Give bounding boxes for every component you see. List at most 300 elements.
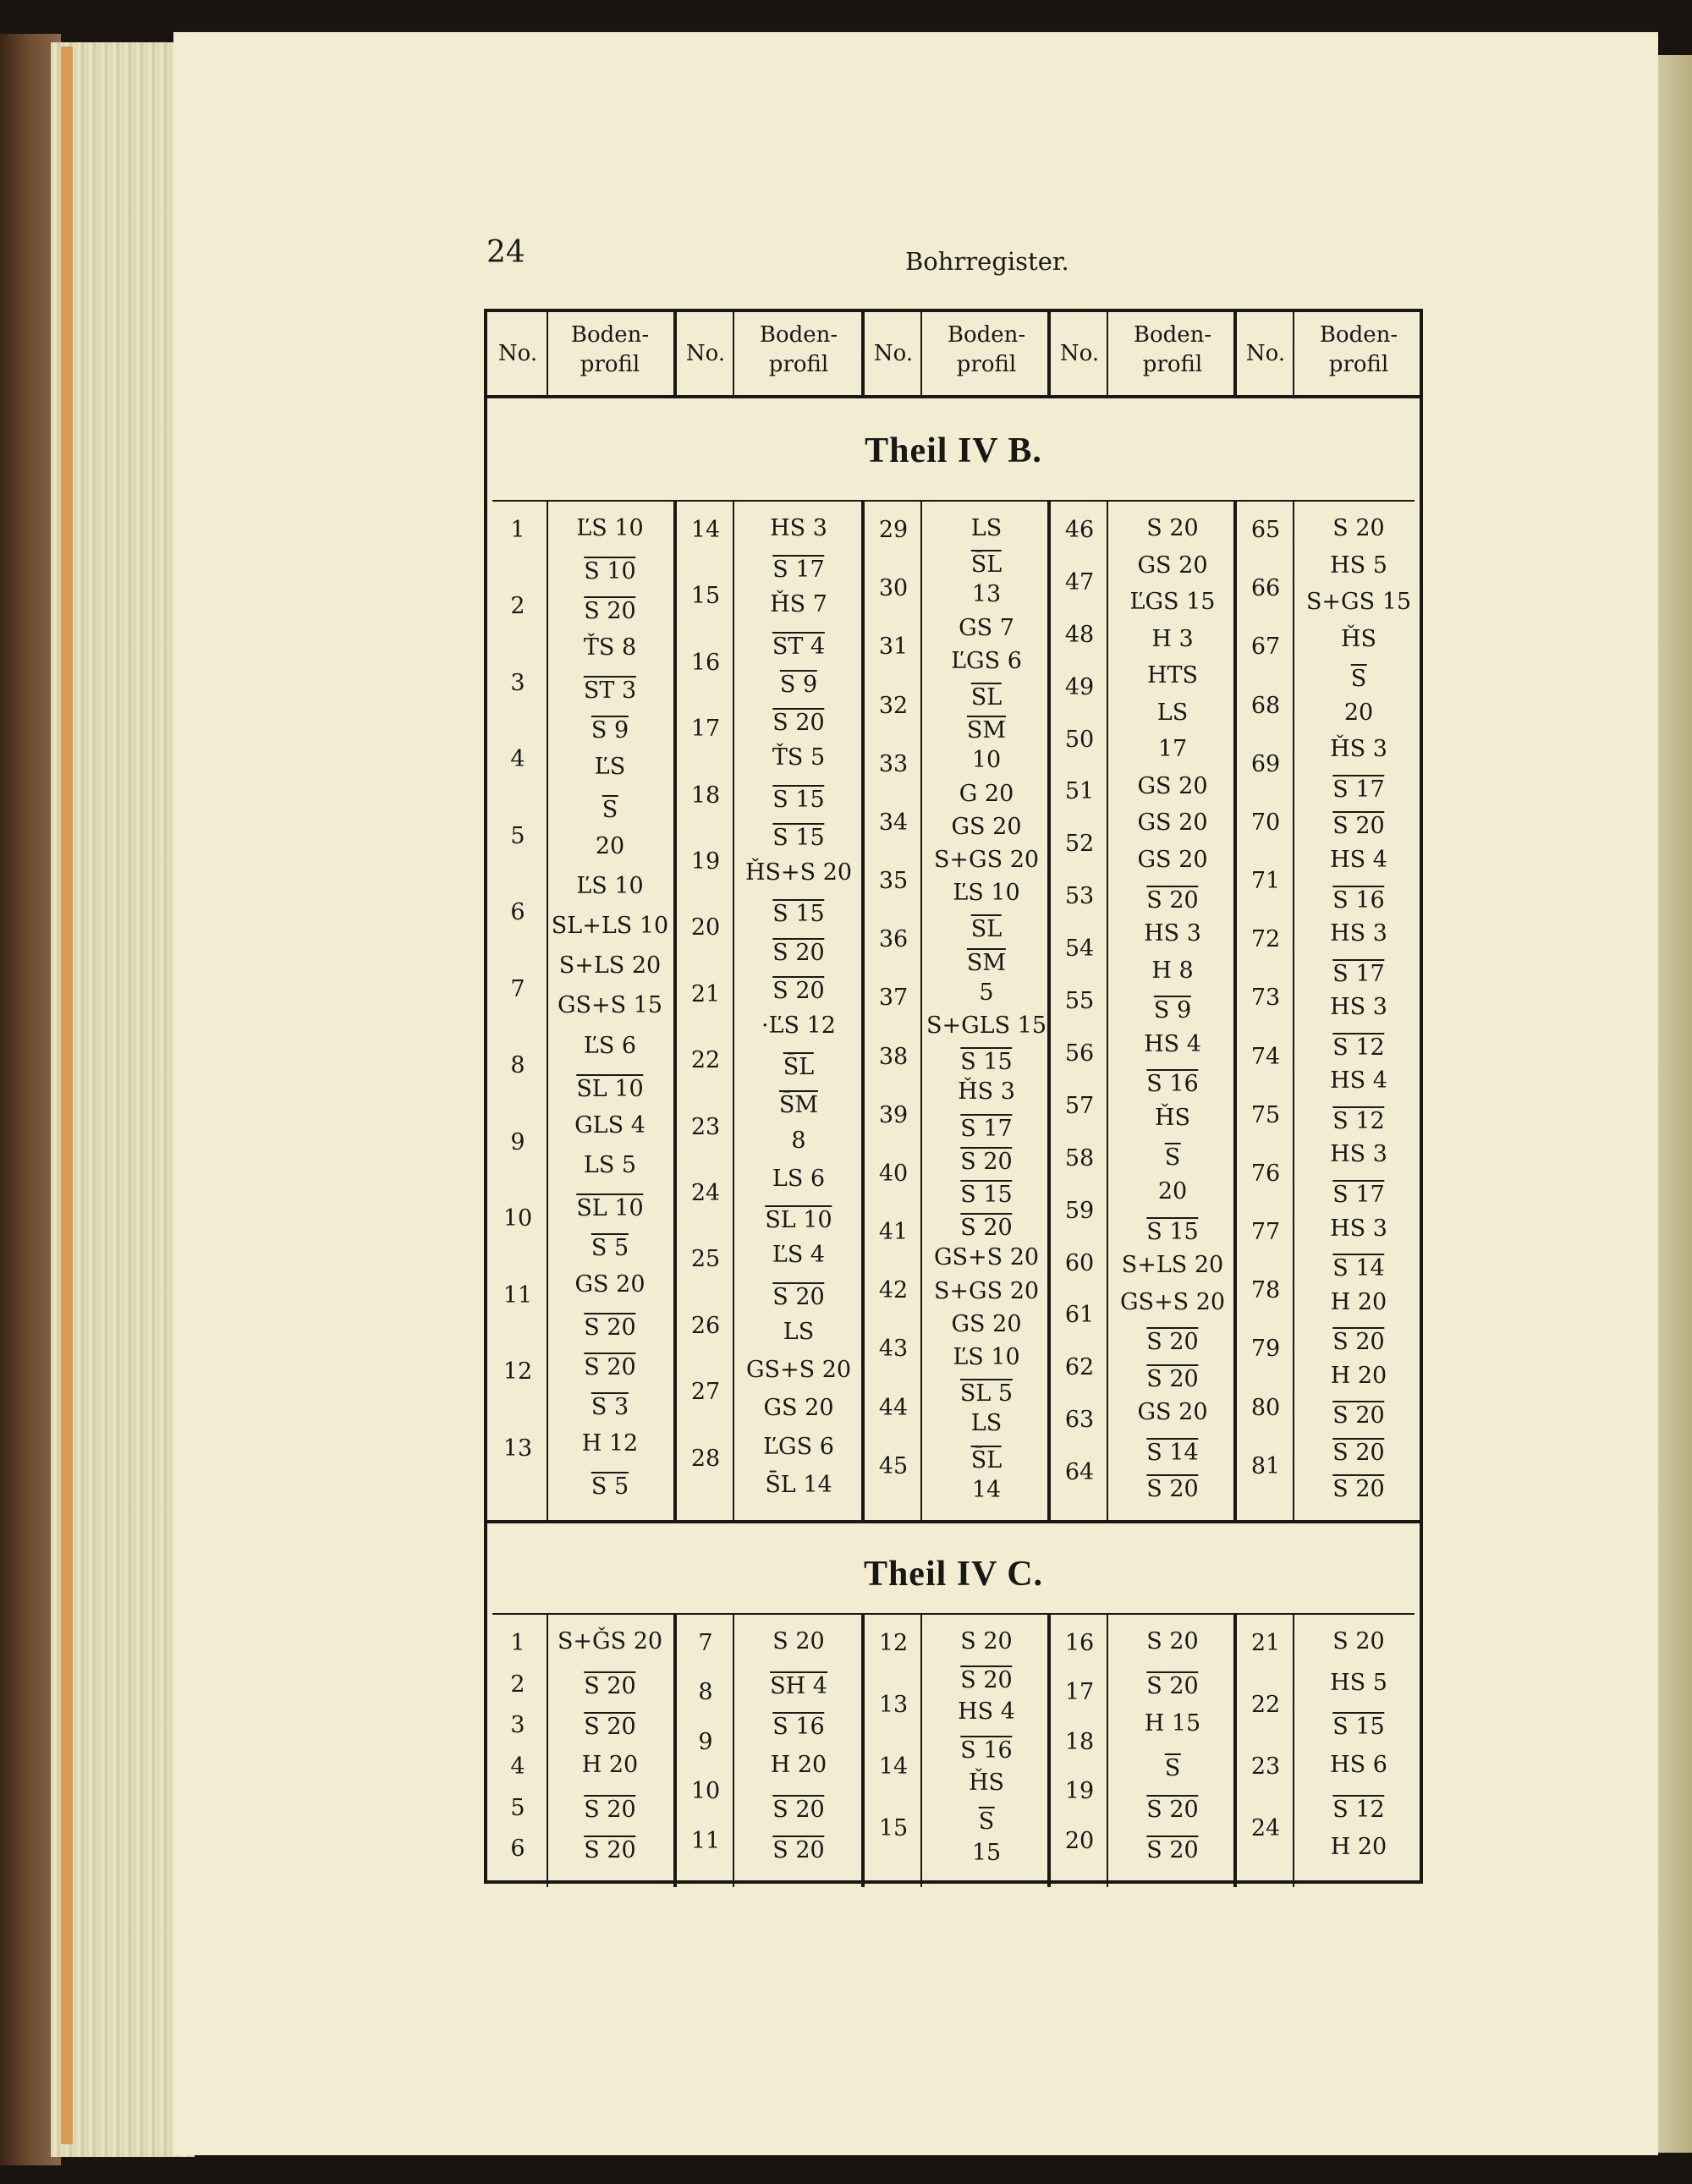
entry-number: 76 bbox=[1250, 1160, 1281, 1187]
soil-profile-entry: ȞS 3 bbox=[1330, 736, 1387, 763]
body-column-rule bbox=[733, 1615, 734, 1887]
soil-profile-entry: H 3 bbox=[1151, 625, 1194, 652]
soil-profile-entry: 20 bbox=[1343, 699, 1374, 726]
soil-profile-entry: 20 bbox=[1157, 1178, 1188, 1204]
body-column-rule bbox=[1047, 502, 1051, 1520]
column-header-no: No. bbox=[873, 341, 914, 366]
column-header-profile-line: Boden- bbox=[570, 322, 650, 348]
page-number: 24 bbox=[486, 235, 525, 270]
soil-profile-entry: S̄L bbox=[970, 1446, 1003, 1473]
entry-number: 73 bbox=[1250, 985, 1281, 1012]
soil-profile-entry: H 20 bbox=[1330, 1834, 1387, 1861]
entry-number: 68 bbox=[1250, 692, 1281, 719]
soil-profile-entry: LS bbox=[783, 1318, 815, 1345]
soil-profile-entry: S 20 bbox=[960, 1215, 1013, 1242]
entry-number: 62 bbox=[1064, 1354, 1095, 1381]
body-column-rule bbox=[920, 1615, 922, 1887]
entry-number: 75 bbox=[1250, 1101, 1281, 1128]
section-divider-rule bbox=[487, 1520, 1420, 1523]
soil-profile-entry: S 20 bbox=[584, 1837, 636, 1864]
soil-profile-entry: S̄L bbox=[970, 551, 1003, 579]
soil-profile-entry: S 15 bbox=[772, 786, 825, 813]
header-bottom-rule bbox=[487, 395, 1420, 398]
body-column-rule bbox=[1107, 1615, 1108, 1887]
entry-number: 29 bbox=[878, 517, 909, 543]
entry-number: 6 bbox=[510, 899, 525, 926]
entry-number: 57 bbox=[1064, 1092, 1095, 1119]
soil-profile-entry: H 20 bbox=[1330, 1362, 1387, 1389]
soil-profile-entry: ȞS bbox=[1154, 1104, 1191, 1131]
column-header-no: No. bbox=[1245, 341, 1286, 366]
soil-profile-entry: 8 bbox=[791, 1127, 806, 1154]
soil-profile-entry: GS 20 bbox=[1137, 772, 1208, 799]
soil-profile-entry: H 20 bbox=[581, 1752, 639, 1778]
soil-profile-entry: S 20 bbox=[1146, 1796, 1199, 1823]
entry-number: 14 bbox=[878, 1753, 909, 1780]
soil-profile-entry: 10 bbox=[971, 747, 1002, 774]
header-column-rule bbox=[733, 312, 734, 397]
soil-profile-entry: ST 3 bbox=[583, 678, 637, 705]
soil-profile-entry: S bbox=[1350, 666, 1367, 693]
entry-number: 58 bbox=[1064, 1144, 1095, 1172]
entry-number: 15 bbox=[878, 1815, 909, 1841]
soil-profile-entry: S 17 bbox=[1332, 960, 1385, 987]
entry-number: 60 bbox=[1064, 1249, 1095, 1276]
entry-number: 31 bbox=[878, 634, 909, 661]
soil-profile-entry: S 20 bbox=[960, 1148, 1013, 1175]
soil-profile-entry: SL+LS 10 bbox=[551, 913, 669, 940]
soil-profile-entry: S 20 bbox=[772, 1837, 825, 1864]
soil-profile-entry: S 20 bbox=[1146, 1672, 1199, 1699]
entry-number: 7 bbox=[510, 975, 525, 1002]
entry-number: 38 bbox=[878, 1043, 909, 1070]
soil-profile-entry: S 14 bbox=[1146, 1439, 1199, 1466]
entry-number: 15 bbox=[690, 583, 721, 610]
soil-profile-entry: ĽS 10 bbox=[953, 1344, 1020, 1370]
soil-profile-entry: S 20 bbox=[960, 1628, 1013, 1654]
soil-profile-entry: LS 6 bbox=[772, 1165, 826, 1192]
body-column-rule bbox=[1233, 1615, 1237, 1887]
soil-profile-entry: HS 3 bbox=[1330, 994, 1387, 1021]
soil-profile-entry: S 14 bbox=[1332, 1255, 1385, 1282]
entry-number: 28 bbox=[690, 1445, 721, 1472]
soil-profile-entry: ȞS bbox=[1340, 625, 1377, 652]
soil-profile-entry: S 15 bbox=[1332, 1714, 1385, 1741]
soil-profile-entry: S 15 bbox=[1146, 1218, 1199, 1245]
entry-number: 44 bbox=[878, 1394, 909, 1421]
entry-number: 10 bbox=[690, 1778, 721, 1805]
soil-profile-entry: S 5 bbox=[591, 1473, 629, 1500]
header-column-rule bbox=[1107, 312, 1108, 397]
entry-number: 41 bbox=[878, 1219, 909, 1246]
soil-profile-entry: 5 bbox=[979, 979, 994, 1006]
soil-profile-entry: 20 bbox=[595, 833, 625, 860]
soil-profile-entry: S 20 bbox=[1146, 1476, 1199, 1503]
entry-number: 11 bbox=[503, 1281, 533, 1309]
column-header-profile-line: profil bbox=[580, 352, 640, 378]
entry-number: 18 bbox=[1064, 1728, 1095, 1755]
soil-profile-entry: S bbox=[1164, 1144, 1181, 1172]
entry-number: 18 bbox=[690, 782, 721, 809]
entry-number: 5 bbox=[510, 822, 525, 849]
soil-profile-entry: LS bbox=[970, 515, 1003, 541]
column-header-profile bbox=[571, 321, 649, 380]
soil-profile-entry: S 17 bbox=[1332, 1182, 1385, 1208]
entry-number: 3 bbox=[510, 669, 525, 696]
soil-profile-entry: ·ĽS 12 bbox=[761, 1012, 836, 1039]
soil-profile-entry: ST 4 bbox=[772, 633, 826, 660]
soil-profile-entry: GS 20 bbox=[951, 813, 1022, 840]
soil-profile-entry: SL bbox=[970, 916, 1003, 943]
entry-number: 24 bbox=[690, 1180, 721, 1206]
entry-number: 50 bbox=[1064, 726, 1095, 753]
soil-profile-entry: HS 3 bbox=[1330, 920, 1387, 947]
soil-profile-entry: GS 7 bbox=[959, 614, 1014, 641]
soil-profile-entry: GS 20 bbox=[1137, 1399, 1208, 1426]
header-column-rule bbox=[920, 312, 922, 397]
soil-profile-entry: HS 5 bbox=[1330, 551, 1387, 579]
entry-number: 40 bbox=[878, 1160, 909, 1187]
entry-number: 23 bbox=[690, 1113, 721, 1140]
entry-number: 43 bbox=[878, 1336, 909, 1363]
soil-profile-entry: S+LS 20 bbox=[1121, 1252, 1224, 1279]
soil-profile-entry: S 20 bbox=[1332, 515, 1385, 541]
soil-profile-entry: S+ǦS 20 bbox=[557, 1628, 663, 1654]
soil-profile-entry: S 17 bbox=[960, 1115, 1013, 1142]
soil-profile-entry: GS 20 bbox=[1137, 809, 1208, 837]
entry-number: 25 bbox=[690, 1246, 721, 1273]
soil-profile-entry: S 9 bbox=[1153, 997, 1192, 1024]
soil-profile-entry: HS 6 bbox=[1330, 1752, 1387, 1778]
soil-profile-entry: S 20 bbox=[584, 1714, 636, 1741]
entry-number: 39 bbox=[878, 1101, 909, 1128]
body-column-rule bbox=[733, 502, 734, 1520]
bore-register-table bbox=[484, 309, 1423, 1884]
soil-profile-entry: S bbox=[602, 797, 618, 824]
soil-profile-entry: GS+S 20 bbox=[745, 1357, 852, 1384]
soil-profile-entry: 14 bbox=[971, 1476, 1002, 1503]
soil-profile-entry: ĽS 6 bbox=[583, 1032, 637, 1059]
soil-profile-entry: HS 4 bbox=[958, 1698, 1015, 1726]
soil-profile-entry: S 16 bbox=[772, 1714, 825, 1741]
entry-number: 37 bbox=[878, 985, 909, 1012]
column-header-profile bbox=[760, 321, 838, 380]
entry-number: 51 bbox=[1064, 778, 1095, 805]
soil-profile-entry: HS 3 bbox=[1330, 1215, 1387, 1242]
soil-profile-entry: S+GS 20 bbox=[933, 1277, 1040, 1304]
entry-number: 78 bbox=[1250, 1277, 1281, 1304]
entry-number: 77 bbox=[1250, 1219, 1281, 1246]
soil-profile-entry: S 20 bbox=[1332, 1628, 1385, 1654]
soil-profile-entry: S 20 bbox=[772, 710, 825, 737]
soil-profile-entry: ȞS bbox=[968, 1769, 1005, 1796]
entry-number: 17 bbox=[690, 716, 721, 743]
entry-number: 4 bbox=[510, 746, 525, 773]
entry-number: 13 bbox=[503, 1435, 533, 1462]
soil-profile-entry: GLS 4 bbox=[574, 1111, 645, 1139]
section-title-rule bbox=[492, 1613, 1415, 1615]
header-column-rule bbox=[673, 312, 677, 397]
column-header-no: No. bbox=[685, 341, 726, 366]
soil-profile-entry: GS+S 20 bbox=[1119, 1288, 1226, 1315]
soil-profile-entry: 17 bbox=[1157, 736, 1188, 763]
running-head: Bohrregister. bbox=[905, 247, 1069, 276]
soil-profile-entry: S+GS 20 bbox=[933, 847, 1040, 873]
soil-profile-entry: S̄L bbox=[783, 1054, 815, 1081]
entry-number: 14 bbox=[690, 517, 721, 543]
column-header-profile bbox=[1320, 321, 1398, 380]
soil-profile-entry: S 20 bbox=[1146, 1628, 1199, 1654]
entry-number: 16 bbox=[1064, 1630, 1095, 1656]
section-title: Theil IV B. bbox=[865, 431, 1042, 470]
entry-number: 74 bbox=[1250, 1043, 1281, 1070]
soil-profile-entry: ȞS+S 20 bbox=[744, 859, 853, 886]
entry-number: 35 bbox=[878, 868, 909, 895]
soil-profile-entry: HS 3 bbox=[1330, 1141, 1387, 1168]
entry-number: 20 bbox=[690, 914, 721, 941]
soil-profile-entry: S 20 bbox=[772, 1796, 825, 1823]
soil-profile-entry: ĽS 10 bbox=[576, 515, 644, 541]
soil-profile-entry: ŤS 8 bbox=[583, 634, 637, 661]
soil-profile-entry: HS 4 bbox=[1330, 847, 1387, 873]
entry-number: 61 bbox=[1064, 1302, 1095, 1329]
entry-number: 4 bbox=[510, 1753, 525, 1780]
body-column-rule bbox=[861, 502, 865, 1520]
soil-profile-entry: S 20 bbox=[584, 1353, 636, 1380]
entry-number: 65 bbox=[1250, 517, 1281, 543]
soil-profile-entry: S 20 bbox=[772, 939, 825, 966]
soil-profile-entry: ĽS 10 bbox=[953, 880, 1020, 907]
soil-profile-entry: S 20 bbox=[1146, 1365, 1199, 1392]
entry-number: 9 bbox=[698, 1728, 713, 1755]
soil-profile-entry: 15 bbox=[971, 1840, 1002, 1867]
entry-number: 63 bbox=[1064, 1407, 1095, 1434]
entry-number: 54 bbox=[1064, 936, 1095, 963]
soil-profile-entry: S 20 bbox=[1332, 1476, 1385, 1503]
soil-profile-entry: SM bbox=[966, 717, 1007, 744]
column-header-profile bbox=[948, 321, 1025, 380]
soil-profile-entry: S 12 bbox=[1332, 1107, 1385, 1134]
soil-profile-entry: S 12 bbox=[1332, 1796, 1385, 1823]
column-header-profile-line: Boden- bbox=[1133, 322, 1212, 348]
section-title-rule bbox=[492, 500, 1415, 502]
soil-profile-entry: LS 5 bbox=[583, 1151, 637, 1178]
soil-profile-entry: S 20 bbox=[584, 1314, 636, 1341]
entry-number: 36 bbox=[878, 926, 909, 953]
soil-profile-entry: GS 20 bbox=[951, 1310, 1022, 1337]
body-column-rule bbox=[1047, 1615, 1051, 1887]
header-column-rule bbox=[1047, 312, 1051, 397]
entry-number: 26 bbox=[690, 1312, 721, 1339]
soil-profile-entry: GS 20 bbox=[1137, 847, 1208, 873]
column-header-profile-line: Boden- bbox=[1319, 322, 1398, 348]
soil-profile-entry: S 15 bbox=[772, 824, 825, 851]
soil-profile-entry: S 20 bbox=[1146, 515, 1199, 541]
soil-profile-entry: SL 10 bbox=[576, 1075, 644, 1102]
soil-profile-entry: S 17 bbox=[772, 557, 825, 584]
entry-number: 12 bbox=[503, 1358, 533, 1386]
soil-profile-entry: S 20 bbox=[584, 598, 636, 625]
column-header-no: No. bbox=[497, 341, 538, 366]
body-column-rule bbox=[1107, 502, 1108, 1520]
soil-profile-entry: S 20 bbox=[1332, 1329, 1385, 1356]
entry-number: 79 bbox=[1250, 1336, 1281, 1363]
entry-number: 8 bbox=[510, 1052, 525, 1079]
soil-profile-entry: S̄L 14 bbox=[765, 1471, 832, 1498]
column-header-profile-line: profil bbox=[768, 352, 829, 378]
soil-profile-entry: S 3 bbox=[591, 1393, 629, 1420]
body-column-rule bbox=[1233, 502, 1237, 1520]
entry-number: 19 bbox=[1064, 1778, 1095, 1805]
soil-profile-entry: S 20 bbox=[1332, 1439, 1385, 1466]
entry-number: 1 bbox=[510, 1630, 525, 1656]
entry-number: 30 bbox=[878, 575, 909, 602]
soil-profile-entry: G 20 bbox=[959, 780, 1014, 807]
soil-profile-entry: S+GLS 15 bbox=[926, 1012, 1047, 1039]
entry-number: 10 bbox=[503, 1205, 533, 1232]
soil-profile-entry: GS 20 bbox=[574, 1270, 645, 1298]
soil-profile-entry: S 20 bbox=[1146, 1837, 1199, 1864]
entry-number: 49 bbox=[1064, 673, 1095, 700]
soil-profile-entry: SL 10 bbox=[765, 1207, 832, 1234]
entry-number: 45 bbox=[878, 1452, 909, 1479]
soil-profile-entry: S 9 bbox=[779, 671, 818, 698]
entry-number: 24 bbox=[1250, 1815, 1281, 1841]
header-column-rule bbox=[861, 312, 865, 397]
header-column-rule bbox=[1293, 312, 1294, 397]
column-header-profile-line: profil bbox=[1142, 352, 1203, 378]
page-edge-tint bbox=[61, 47, 73, 2144]
section-title: Theil IV C. bbox=[863, 1555, 1044, 1594]
entry-number: 7 bbox=[698, 1630, 713, 1656]
entry-number: 2 bbox=[510, 1671, 525, 1698]
column-header-no: No. bbox=[1059, 341, 1100, 366]
entry-number: 19 bbox=[690, 848, 721, 875]
soil-profile-entry: S+GS 15 bbox=[1305, 589, 1412, 616]
entry-number: 72 bbox=[1250, 926, 1281, 953]
entry-number: 6 bbox=[510, 1836, 525, 1863]
soil-profile-entry: LS bbox=[970, 1410, 1003, 1437]
soil-profile-entry: HS 4 bbox=[1330, 1067, 1387, 1095]
body-column-rule bbox=[547, 502, 548, 1520]
entry-number: 8 bbox=[698, 1679, 713, 1706]
soil-profile-entry: ĽGS 6 bbox=[763, 1433, 834, 1460]
entry-number: 2 bbox=[510, 593, 525, 620]
soil-profile-entry: ĽS 4 bbox=[772, 1242, 826, 1269]
body-column-rule bbox=[673, 1615, 677, 1887]
header-column-rule bbox=[1233, 312, 1237, 397]
entry-number: 33 bbox=[878, 750, 909, 777]
soil-profile-entry: ĽGS 6 bbox=[951, 647, 1022, 674]
soil-profile-entry: S 20 bbox=[772, 1628, 825, 1654]
soil-profile-entry: S 9 bbox=[591, 717, 629, 744]
soil-profile-entry: GS 20 bbox=[1137, 551, 1208, 579]
column-header-profile-line: profil bbox=[1328, 352, 1389, 378]
soil-profile-entry: S 16 bbox=[1146, 1071, 1199, 1098]
soil-profile-entry: GS+S 20 bbox=[933, 1244, 1040, 1271]
soil-profile-entry: S 15 bbox=[960, 1182, 1013, 1208]
soil-profile-entry: HS 5 bbox=[1330, 1669, 1387, 1696]
entry-number: 27 bbox=[690, 1379, 721, 1406]
soil-profile-entry: S 20 bbox=[772, 977, 825, 1004]
soil-profile-entry: GS+S 15 bbox=[557, 992, 663, 1019]
body-column-rule bbox=[673, 502, 677, 1520]
soil-profile-entry: S 16 bbox=[960, 1737, 1013, 1764]
soil-profile-entry: HS 3 bbox=[1144, 920, 1201, 947]
entry-number: 67 bbox=[1250, 634, 1281, 661]
entry-number: 81 bbox=[1250, 1452, 1281, 1479]
soil-profile-entry: S 20 bbox=[960, 1666, 1013, 1693]
entry-number: 48 bbox=[1064, 621, 1095, 648]
soil-profile-entry: LS bbox=[1156, 699, 1189, 726]
header-column-rule bbox=[547, 312, 548, 397]
column-header-profile-line: Boden- bbox=[947, 322, 1026, 348]
soil-profile-entry: H 12 bbox=[581, 1429, 639, 1457]
soil-profile-entry: HS 3 bbox=[770, 515, 827, 541]
entry-number: 9 bbox=[510, 1128, 525, 1155]
soil-profile-entry: ȞS 3 bbox=[958, 1078, 1015, 1106]
soil-profile-entry: S 20 bbox=[1332, 813, 1385, 840]
entry-number: 22 bbox=[1250, 1692, 1281, 1718]
entry-number: 21 bbox=[690, 980, 721, 1007]
entry-number: 80 bbox=[1250, 1394, 1281, 1421]
entry-number: 13 bbox=[878, 1692, 909, 1718]
soil-profile-entry: S̄M bbox=[778, 1092, 819, 1119]
entry-number: 32 bbox=[878, 692, 909, 719]
entry-number: 34 bbox=[878, 809, 909, 836]
soil-profile-entry: S 5 bbox=[591, 1234, 629, 1261]
entry-number: 1 bbox=[510, 517, 525, 543]
soil-profile-entry: H 20 bbox=[1330, 1288, 1387, 1315]
soil-profile-entry: SM bbox=[966, 949, 1007, 976]
soil-profile-entry: S 10 bbox=[584, 558, 636, 585]
soil-profile-entry: ĽGS 15 bbox=[1129, 589, 1216, 616]
column-header-profile-line: Boden- bbox=[759, 322, 838, 348]
soil-profile-entry: S 20 bbox=[1332, 1402, 1385, 1429]
entry-number: 17 bbox=[1064, 1679, 1095, 1706]
soil-profile-entry: ĽS bbox=[594, 754, 626, 781]
entry-number: 56 bbox=[1064, 1040, 1095, 1067]
entry-number: 66 bbox=[1250, 575, 1281, 602]
body-column-rule bbox=[1293, 502, 1294, 1520]
entry-number: 23 bbox=[1250, 1753, 1281, 1780]
entry-number: 3 bbox=[510, 1712, 525, 1739]
soil-profile-entry: S 20 bbox=[1146, 1329, 1199, 1356]
entry-number: 46 bbox=[1064, 517, 1095, 543]
entry-number: 64 bbox=[1064, 1459, 1095, 1486]
entry-number: 52 bbox=[1064, 831, 1095, 858]
soil-profile-entry: S bbox=[978, 1808, 995, 1835]
entry-number: 20 bbox=[1064, 1827, 1095, 1854]
soil-profile-entry: SL bbox=[970, 684, 1003, 711]
body-column-rule bbox=[861, 1615, 865, 1887]
entry-number: 12 bbox=[878, 1630, 909, 1656]
body-column-rule bbox=[920, 502, 922, 1520]
entry-number: 59 bbox=[1064, 1197, 1095, 1224]
soil-profile-entry: SL 10 bbox=[576, 1194, 644, 1221]
entry-number: 21 bbox=[1250, 1630, 1281, 1656]
soil-profile-entry: S 15 bbox=[960, 1049, 1013, 1076]
soil-profile-entry: HS 4 bbox=[1144, 1030, 1201, 1057]
soil-profile-entry: SH 4 bbox=[770, 1672, 827, 1699]
soil-profile-entry: H 15 bbox=[1144, 1710, 1201, 1737]
entry-number: 22 bbox=[690, 1047, 721, 1074]
soil-profile-entry: S 12 bbox=[1332, 1034, 1385, 1061]
soil-profile-entry: H 8 bbox=[1151, 957, 1194, 984]
soil-profile-entry: ĽS 10 bbox=[576, 873, 644, 900]
soil-profile-entry: S+LS 20 bbox=[558, 952, 662, 980]
soil-profile-entry: S 20 bbox=[584, 1796, 636, 1823]
